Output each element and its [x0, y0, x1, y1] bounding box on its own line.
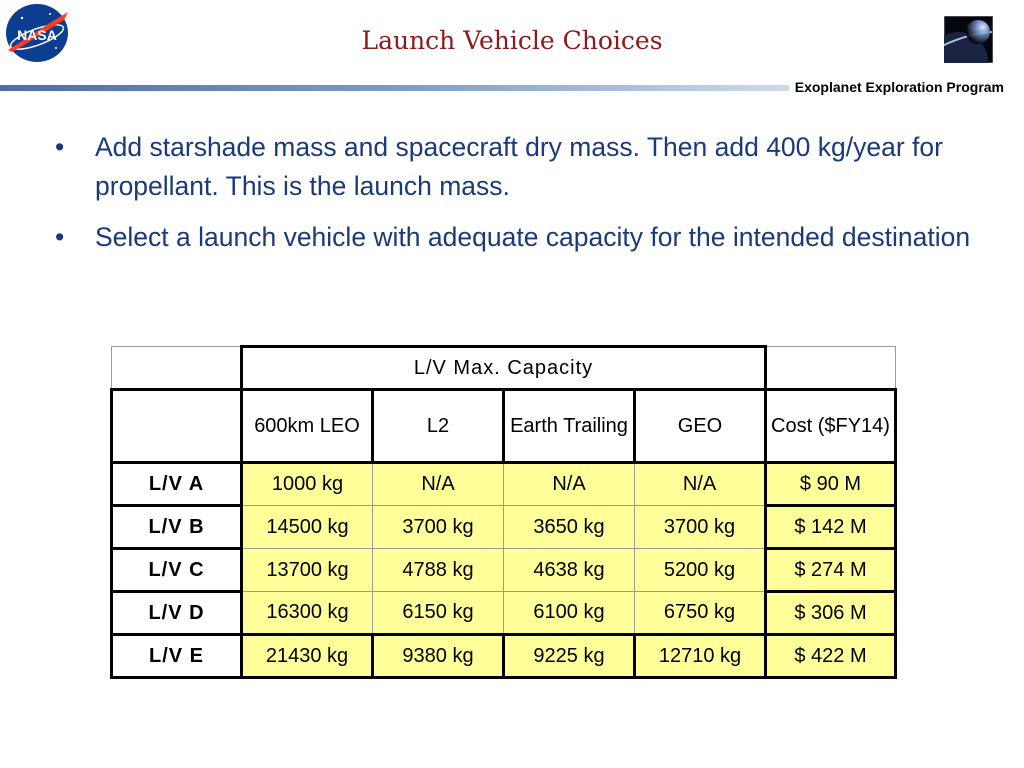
slide-title: Launch Vehicle Choices	[361, 26, 663, 55]
table-cell: 6150 kg	[373, 592, 504, 635]
column-header: Earth Trailing	[504, 390, 635, 463]
table-column-header-row	[112, 390, 896, 463]
table-cell: 4638 kg	[504, 549, 635, 592]
column-header: GEO	[635, 390, 766, 463]
table-corner-cell	[766, 347, 896, 390]
table-row	[112, 463, 896, 506]
bullet-dot: •	[55, 132, 65, 162]
table-cell: 9380 kg	[373, 635, 504, 678]
table-row	[112, 506, 896, 549]
cost-cell: $ 274 M	[766, 549, 896, 592]
row-header: L/V A	[112, 463, 242, 506]
column-header: 600km LEO	[242, 390, 373, 463]
bullet-list	[55, 128, 975, 269]
cost-cell: $ 142 M	[766, 506, 896, 549]
table-cell: 3650 kg	[504, 506, 635, 549]
table-corner-cell	[112, 347, 242, 390]
table-cell: 4788 kg	[373, 549, 504, 592]
row-header: L/V E	[112, 635, 242, 678]
table-cell: N/A	[635, 463, 766, 506]
table-cell: N/A	[504, 463, 635, 506]
cost-cell: $ 306 M	[766, 592, 896, 635]
table-cell: 5200 kg	[635, 549, 766, 592]
table-cell: 3700 kg	[635, 506, 766, 549]
table-empty-header-cell	[112, 390, 242, 463]
table-cell: 21430 kg	[242, 635, 373, 678]
cost-cell: $ 422 M	[766, 635, 896, 678]
bullet-text: Select a launch vehicle with adequate capacity for the intended destination	[95, 222, 971, 252]
cost-cell: $ 90 M	[766, 463, 896, 506]
bullet-text: Add starshade mass and spacecraft dry mass. Then add 400 kg/year for propellant. This is the launch mass.	[95, 132, 943, 201]
table-cell: 14500 kg	[242, 506, 373, 549]
bullet-dot: •	[55, 222, 65, 252]
table-cell: 13700 kg	[242, 549, 373, 592]
table-header-row	[112, 347, 896, 390]
table-cell: 6100 kg	[504, 592, 635, 635]
table-row	[112, 635, 896, 678]
table-row	[112, 592, 896, 635]
table-cell: 12710 kg	[635, 635, 766, 678]
table-cell: N/A	[373, 463, 504, 506]
table-cell: 16300 kg	[242, 592, 373, 635]
cost-column-header: Cost ($FY14)	[766, 390, 896, 463]
table-cell: 1000 kg	[242, 463, 373, 506]
bullet-item	[55, 128, 975, 206]
launch-vehicle-table	[110, 345, 897, 679]
svg-text:NASA: NASA	[17, 27, 57, 43]
capacity-group-header: L/V Max. Capacity	[242, 347, 766, 390]
table-cell: 9225 kg	[504, 635, 635, 678]
row-header: L/V D	[112, 592, 242, 635]
table-row	[112, 549, 896, 592]
program-name: Exoplanet Exploration Program	[789, 79, 1004, 95]
row-header: L/V B	[112, 506, 242, 549]
bullet-item	[55, 218, 975, 257]
row-header: L/V C	[112, 549, 242, 592]
table-cell: 6750 kg	[635, 592, 766, 635]
column-header: L2	[373, 390, 504, 463]
table-cell: 3700 kg	[373, 506, 504, 549]
